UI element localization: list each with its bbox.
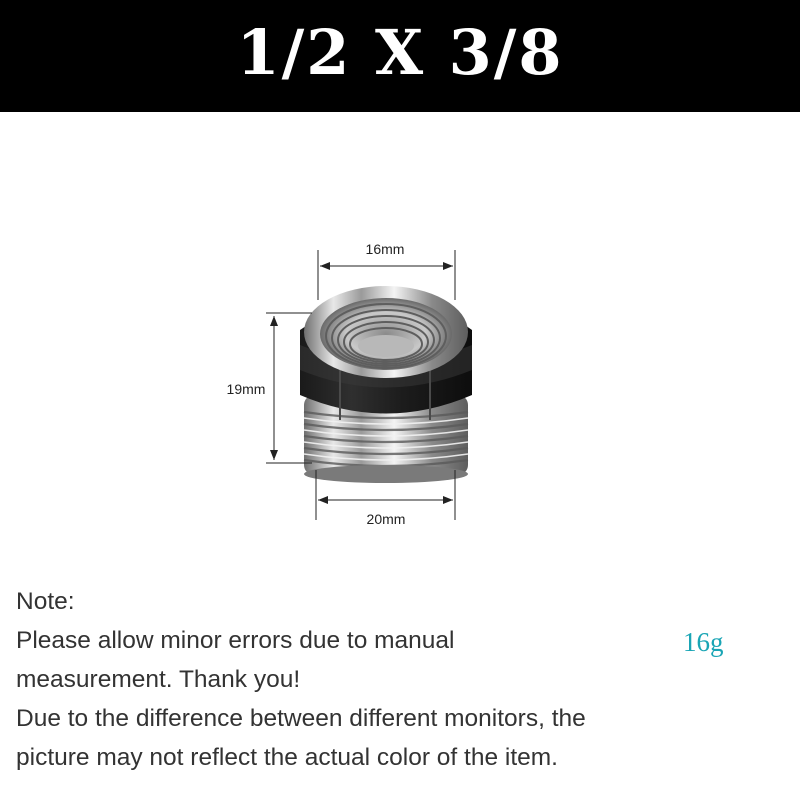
- note-line: picture may not reflect the actual color of the item.: [16, 744, 558, 771]
- weight-label: 16g: [683, 627, 724, 657]
- note-line: Please allow minor errors due to manual: [16, 627, 455, 654]
- note-heading: Note:: [16, 588, 75, 615]
- top-width-label: 16mm: [365, 241, 405, 257]
- bottom-width-label: 20mm: [366, 511, 406, 527]
- note-line: measurement. Thank you!: [16, 666, 301, 693]
- top-rim: [304, 286, 468, 378]
- note-line: Due to the difference between different monitors, the: [16, 705, 586, 732]
- height-label: 19mm: [226, 381, 266, 397]
- product-size-title: 1/2 X 3/8: [236, 15, 564, 89]
- note-block: [16, 582, 676, 777]
